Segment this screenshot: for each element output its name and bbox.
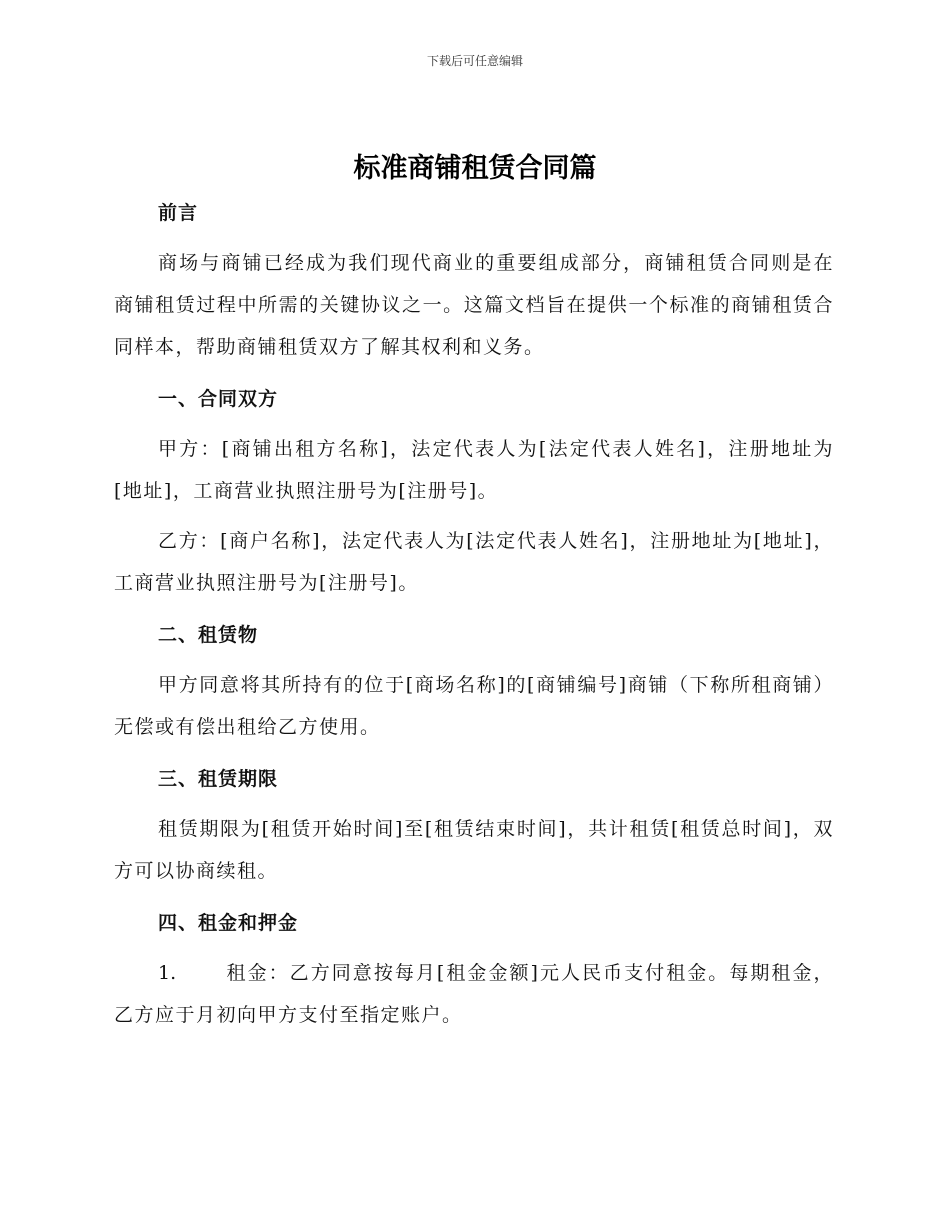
section-heading-preface: 前言 [158, 202, 199, 224]
list-item-text: 租金：乙方同意按每月[租金金额]元人民币支付租金。每期租金，乙方应于月初向甲方支付至指定账户。 [114, 962, 834, 1026]
paragraph-party-a: 甲方：[商铺出租方名称]，法定代表人为[法定代表人姓名]，注册地址为[地址]，工商营业执照注册号为[注册号]。 [114, 438, 834, 502]
section-heading-parties: 一、合同双方 [158, 388, 279, 410]
paragraph-leased-property: 甲方同意将其所持有的位于[商场名称]的[商铺编号]商铺（下称所租商铺）无偿或有偿出租给乙方使用。 [114, 674, 834, 738]
paragraph-lease-term: 租赁期限为[租赁开始时间]至[租赁结束时间]，共计租赁[租赁总时间]，双方可以协商续租。 [114, 818, 834, 882]
list-item-number: 1. [158, 962, 177, 984]
page-header-note: 下载后可任意编辑 [426, 54, 523, 68]
paragraph-party-b: 乙方：[商户名称]，法定代表人为[法定代表人姓名]，注册地址为[地址]，工商营业执照注册号为[注册号]。 [114, 530, 834, 594]
paragraph-preface: 商场与商铺已经成为我们现代商业的重要组成部分，商铺租赁合同则是在商铺租赁过程中所需的关键协议之一。这篇文档旨在提供一个标准的商铺租赁合同样本，帮助商铺租赁双方了解其权利和义务。 [114, 252, 834, 358]
section-heading-lease-term: 三、租赁期限 [158, 768, 279, 790]
section-heading-leased-property: 二、租赁物 [158, 624, 259, 646]
list-item-rent [114, 952, 834, 1036]
document-title: 标准商铺租赁合同篇 [353, 153, 597, 184]
document-body [114, 190, 834, 1036]
section-heading-rent-deposit: 四、租金和押金 [158, 912, 299, 934]
